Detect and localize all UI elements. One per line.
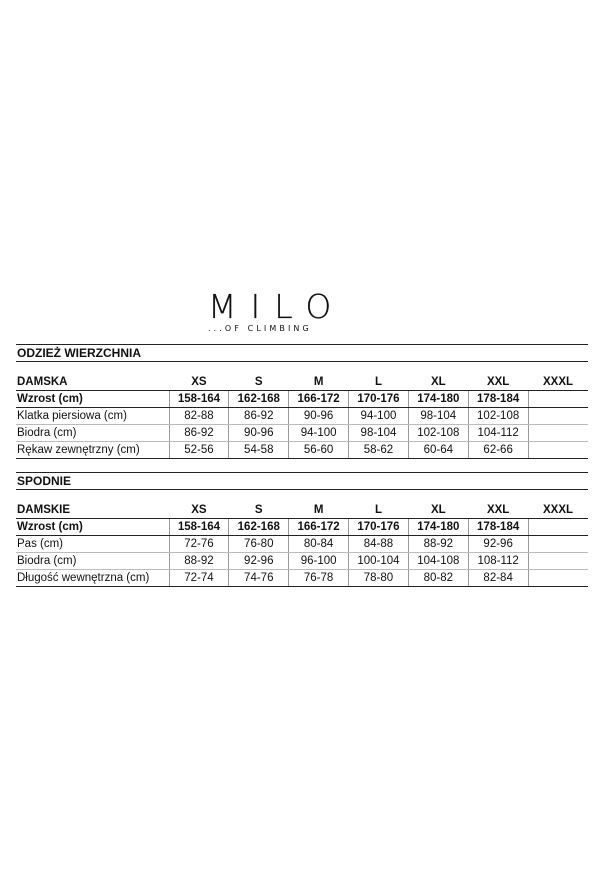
- table-cell: 166-172: [289, 391, 349, 408]
- logo-tagline: ...OF CLIMBING: [208, 324, 312, 333]
- table-header-row: [16, 502, 588, 519]
- table-cell: 78-80: [349, 570, 409, 587]
- logo-wordmark: MILO: [208, 287, 346, 326]
- section-title: ODZIEŻ WIERZCHNIA: [16, 344, 588, 362]
- row-label: Biodra (cm): [16, 553, 169, 570]
- table-cell: [528, 391, 588, 408]
- table-cell: 98-104: [408, 408, 468, 425]
- table-cell: 98-104: [349, 425, 409, 442]
- table-cell: 178-184: [468, 391, 528, 408]
- table-cell: 86-92: [229, 408, 289, 425]
- table-row: [16, 442, 588, 459]
- table-cell: 76-78: [289, 570, 349, 587]
- section-gap: [16, 490, 588, 502]
- row-label: Wzrost (cm): [16, 519, 169, 536]
- size-m-header: M: [289, 374, 349, 391]
- table-cell: 174-180: [408, 391, 468, 408]
- size-l-header: L: [349, 502, 409, 519]
- size-xl-header: XL: [408, 374, 468, 391]
- table-cell: [528, 553, 588, 570]
- table-cell: 74-76: [229, 570, 289, 587]
- size-xxxl-header: XXXL: [528, 374, 588, 391]
- size-xl-header: XL: [408, 502, 468, 519]
- table-cell: [528, 408, 588, 425]
- table-cell: 108-112: [468, 553, 528, 570]
- table-cell: 82-84: [468, 570, 528, 587]
- trousers-size-section: [16, 472, 588, 587]
- section-title: SPODNIE: [16, 472, 588, 490]
- table-cell: 100-104: [349, 553, 409, 570]
- table-row: [16, 519, 588, 536]
- table-cell: 82-88: [169, 408, 229, 425]
- table-cell: 166-172: [289, 519, 349, 536]
- table-row: [16, 536, 588, 553]
- size-xxl-header: XXL: [468, 374, 528, 391]
- table-cell: 102-108: [468, 408, 528, 425]
- table-cell: 94-100: [349, 408, 409, 425]
- section-gap: [16, 362, 588, 374]
- size-xs-header: XS: [169, 374, 229, 391]
- table-cell: 72-76: [169, 536, 229, 553]
- row-label: Biodra (cm): [16, 425, 169, 442]
- table-cell: 170-176: [349, 391, 409, 408]
- outerwear-size-table: [16, 374, 588, 459]
- outerwear-size-section: [16, 344, 588, 459]
- table-row: [16, 570, 588, 587]
- table-cell: 174-180: [408, 519, 468, 536]
- size-l-header: L: [349, 374, 409, 391]
- table-cell: 80-82: [408, 570, 468, 587]
- table-cell: 60-64: [408, 442, 468, 459]
- trousers-size-table: [16, 502, 588, 587]
- table-cell: 88-92: [408, 536, 468, 553]
- row-label: Pas (cm): [16, 536, 169, 553]
- row-label: Rękaw zewnętrzny (cm): [16, 442, 169, 459]
- table-cell: 94-100: [289, 425, 349, 442]
- table-cell: 90-96: [289, 408, 349, 425]
- table-cell: 96-100: [289, 553, 349, 570]
- header-group-label: DAMSKA: [16, 374, 169, 391]
- size-s-header: S: [229, 374, 289, 391]
- table-cell: 62-66: [468, 442, 528, 459]
- size-xs-header: XS: [169, 502, 229, 519]
- size-xxxl-header: XXXL: [528, 502, 588, 519]
- table-cell: 162-168: [229, 391, 289, 408]
- table-cell: 76-80: [229, 536, 289, 553]
- row-label: Wzrost (cm): [16, 391, 169, 408]
- table-cell: 92-96: [468, 536, 528, 553]
- table-cell: [528, 425, 588, 442]
- table-cell: 80-84: [289, 536, 349, 553]
- table-cell: [528, 570, 588, 587]
- table-row: [16, 408, 588, 425]
- table-cell: 58-62: [349, 442, 409, 459]
- table-cell: 178-184: [468, 519, 528, 536]
- table-cell: 162-168: [229, 519, 289, 536]
- size-s-header: S: [229, 502, 289, 519]
- table-cell: 72-74: [169, 570, 229, 587]
- table-cell: 52-56: [169, 442, 229, 459]
- size-m-header: M: [289, 502, 349, 519]
- table-cell: 158-164: [169, 519, 229, 536]
- table-cell: 86-92: [169, 425, 229, 442]
- milo-logo: [208, 287, 374, 335]
- table-cell: 102-108: [408, 425, 468, 442]
- table-cell: 104-112: [468, 425, 528, 442]
- table-cell: 56-60: [289, 442, 349, 459]
- row-label: Długość wewnętrzna (cm): [16, 570, 169, 587]
- table-cell: 104-108: [408, 553, 468, 570]
- table-row: [16, 425, 588, 442]
- table-cell: 158-164: [169, 391, 229, 408]
- header-group-label: DAMSKIE: [16, 502, 169, 519]
- row-label: Klatka piersiowa (cm): [16, 408, 169, 425]
- table-cell: 84-88: [349, 536, 409, 553]
- table-cell: [528, 536, 588, 553]
- table-row: [16, 391, 588, 408]
- table-header-row: [16, 374, 588, 391]
- table-cell: 54-58: [229, 442, 289, 459]
- table-cell: [528, 519, 588, 536]
- table-cell: 92-96: [229, 553, 289, 570]
- size-xxl-header: XXL: [468, 502, 528, 519]
- table-row: [16, 553, 588, 570]
- table-cell: 170-176: [349, 519, 409, 536]
- table-cell: [528, 442, 588, 459]
- table-cell: 90-96: [229, 425, 289, 442]
- table-cell: 88-92: [169, 553, 229, 570]
